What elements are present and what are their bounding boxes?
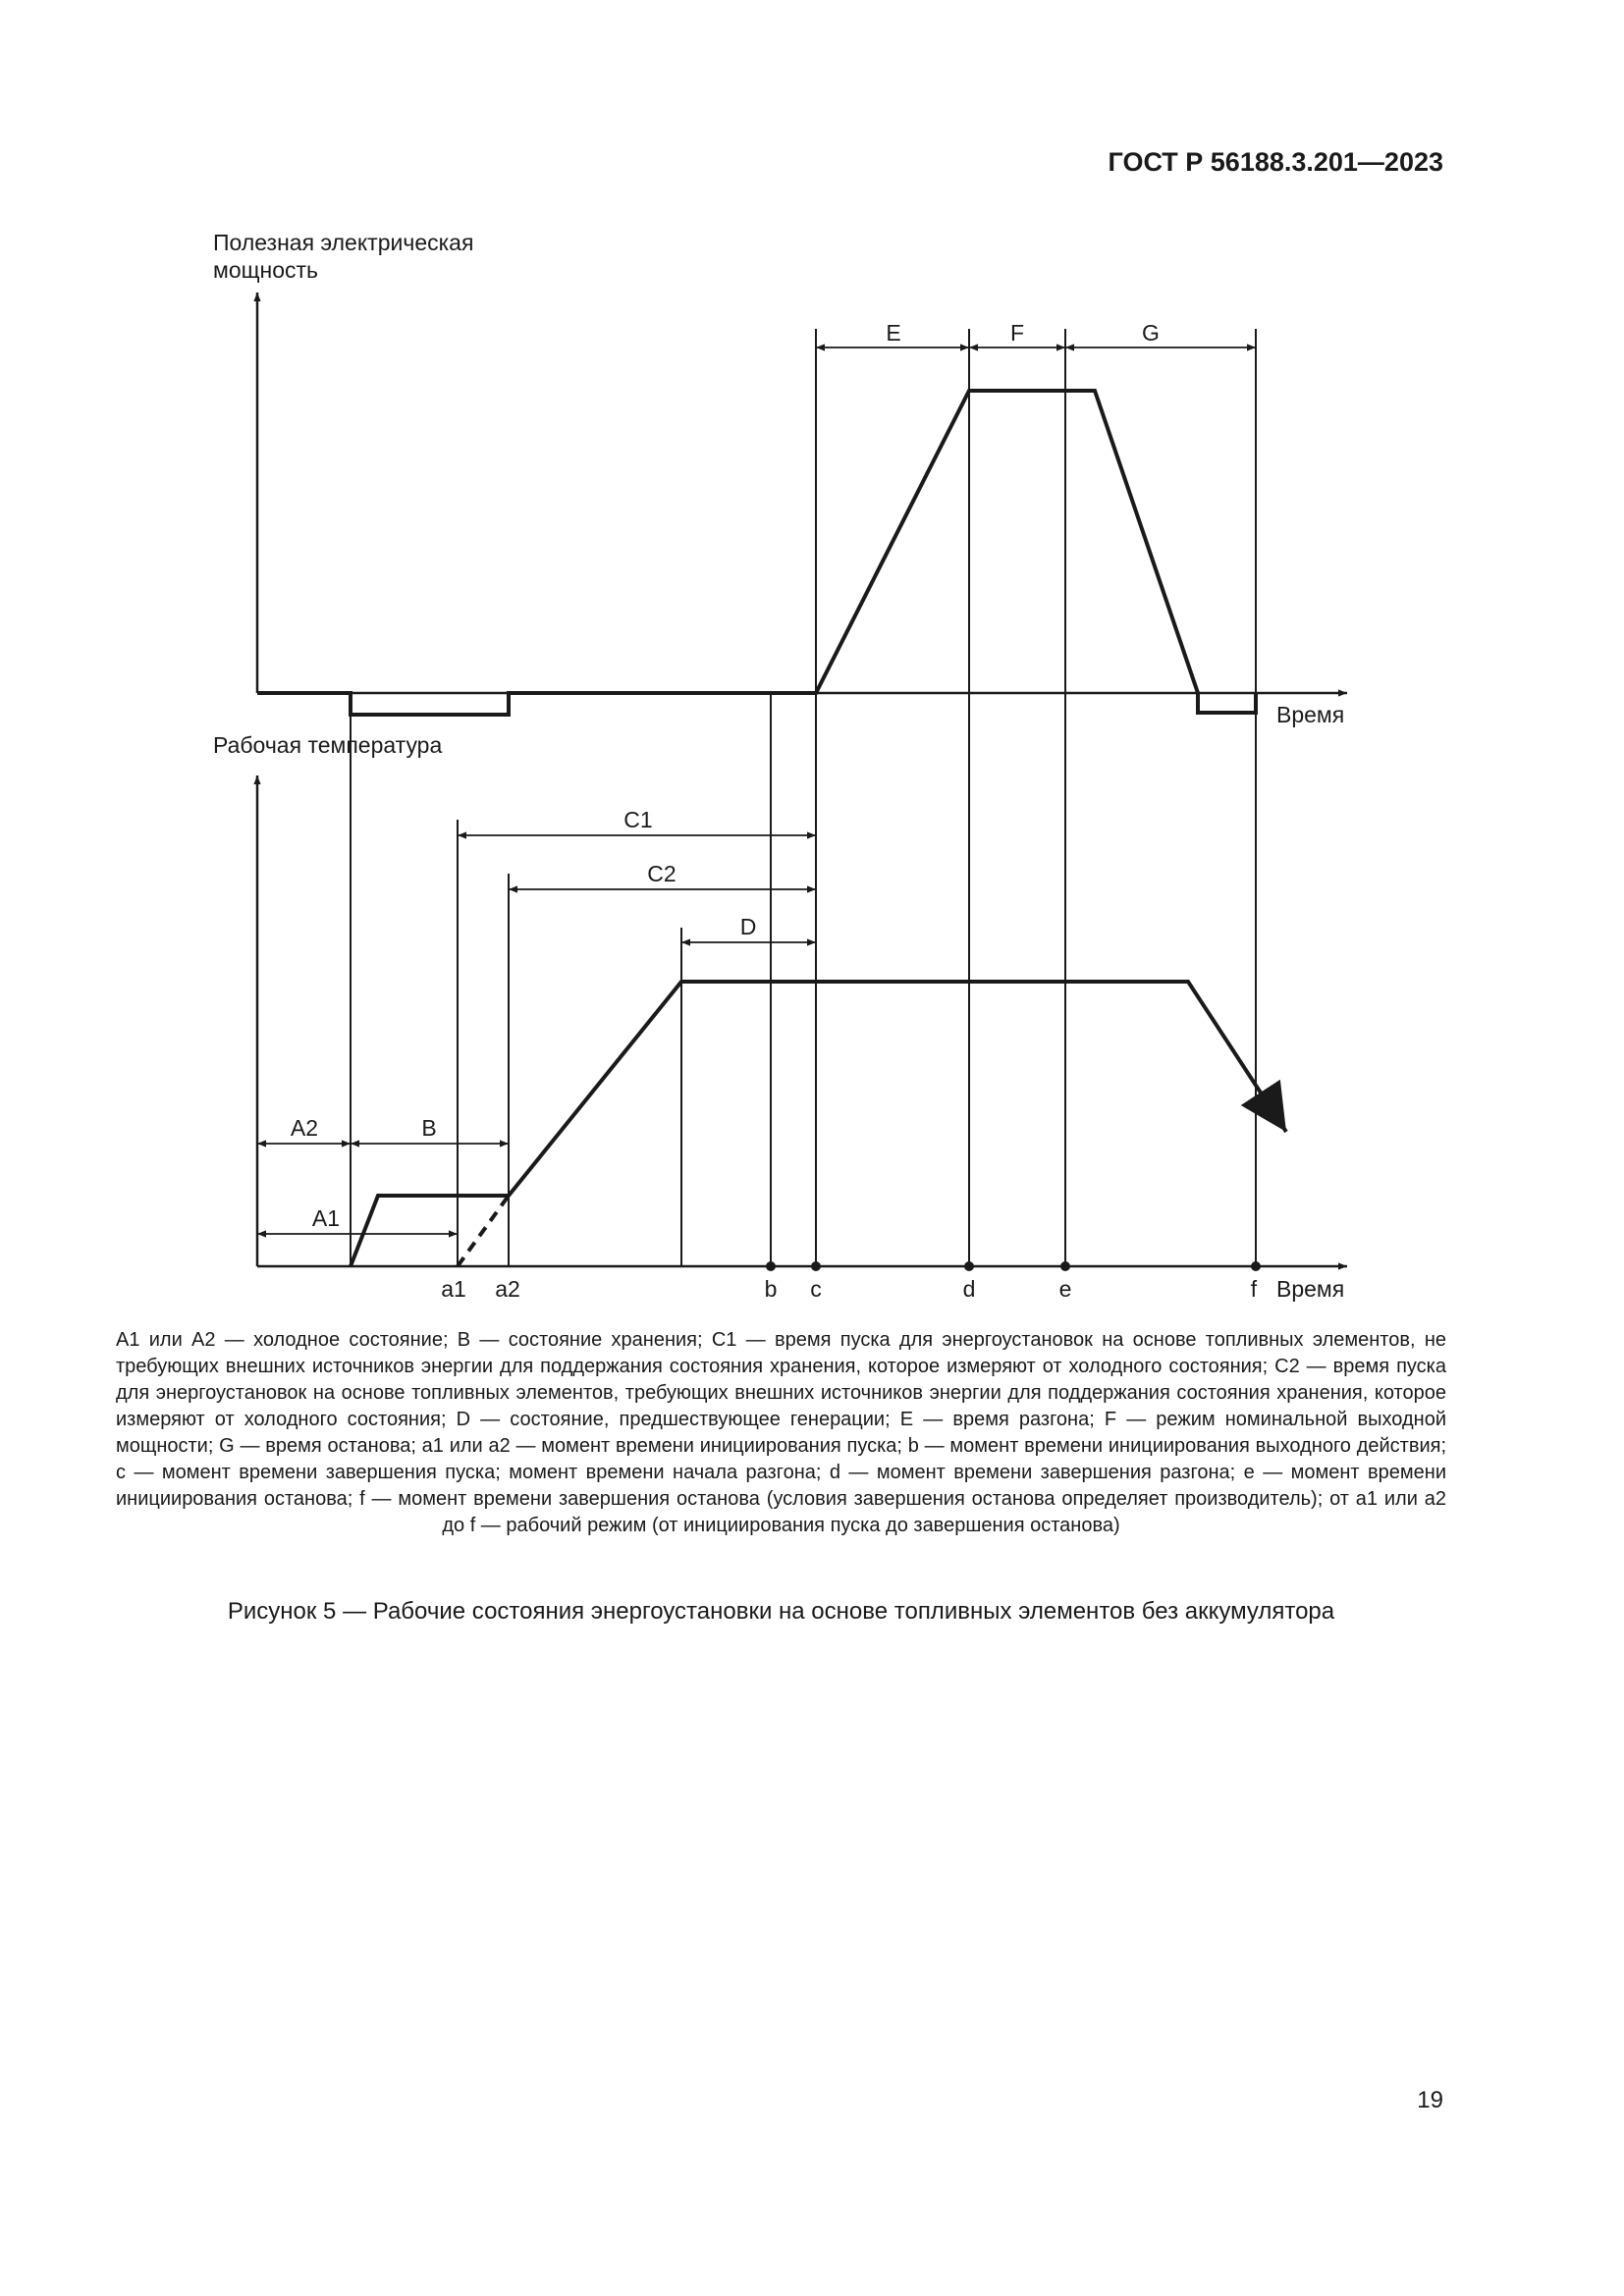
time-point-marker-c [811, 1261, 821, 1271]
time-point-b: b [764, 1276, 778, 1302]
time-label-power: Время [1276, 702, 1345, 727]
interval-label-B: B [421, 1115, 437, 1141]
interval-label-G: G [1142, 320, 1160, 346]
time-label-temperature: Время [1276, 1276, 1345, 1302]
interval-label-A2: A2 [290, 1115, 319, 1141]
interval-labels [291, 320, 1160, 1231]
interval-label-C1: C1 [623, 807, 653, 832]
temperature-alt-start-dashed [458, 1196, 509, 1266]
time-point-a1: a1 [441, 1276, 466, 1302]
time-point-marker-e [1060, 1261, 1070, 1271]
power-curve [257, 391, 1256, 715]
document-code: ГОСТ Р 56188.3.201—2023 [1108, 147, 1443, 177]
page-number: 19 [1417, 2087, 1443, 2113]
power-axis-label-cont: мощность [213, 257, 319, 283]
temperature-curve [351, 982, 1286, 1266]
time-point-f: f [1250, 1276, 1258, 1302]
figure-caption: Рисунок 5 — Рабочие состояния энергоустановки на основе топливных элементов без аккумулятора [227, 1598, 1335, 1625]
time-point-a2: a2 [495, 1276, 520, 1302]
time-point-marker-b [766, 1261, 776, 1271]
power-axis-label: Полезная электрическая [213, 230, 474, 255]
time-point-e: e [1058, 1276, 1072, 1302]
interval-label-F: F [1009, 320, 1025, 346]
time-point-marker-d [964, 1261, 974, 1271]
figure-legend: A1 или A2 — холодное состояние; B — состояние хранения; C1 — время пуска для энергоустановок на основе топливных элементов, не требующих внешних источников энергии для поддержания состояния хранения, которое измеряют от холодного состояния; C2 — время пуска для энергоустановок на основе топливных элементов, требующих внешних источников энергии для поддержания состояния хранения, которое измеряют от холодного состояния; D — состояние, предшествующее генерации; E — время разгона; F — режим номинальной выходной мощности; G — время останова; a1 или a2 — момент времени инициирования пуска; b — момент времени инициирования выходного действия; c — момент времени завершения пуска; момент времени начала разгона; d — момент времени завершения разгона; e — момент времени инициирования останова; f — момент времени завершения останова (условия завершения останова определяет производитель); от a1 или a2 до f — рабочий режим (от инициирования пуска до завершения останова) [116, 1329, 1446, 1536]
time-point-c: c [810, 1276, 822, 1302]
time-point-labels [441, 1276, 1258, 1302]
time-point-d: d [962, 1276, 976, 1302]
interval-label-E: E [886, 320, 901, 346]
temperature-axis-label: Рабочая температура [213, 732, 443, 758]
time-point-marker-f [1251, 1261, 1261, 1271]
dimension-arrows [257, 347, 1256, 1234]
interval-label-A1: A1 [311, 1205, 341, 1231]
interval-label-C2: C2 [647, 861, 677, 886]
interval-label-D: D [739, 914, 757, 939]
